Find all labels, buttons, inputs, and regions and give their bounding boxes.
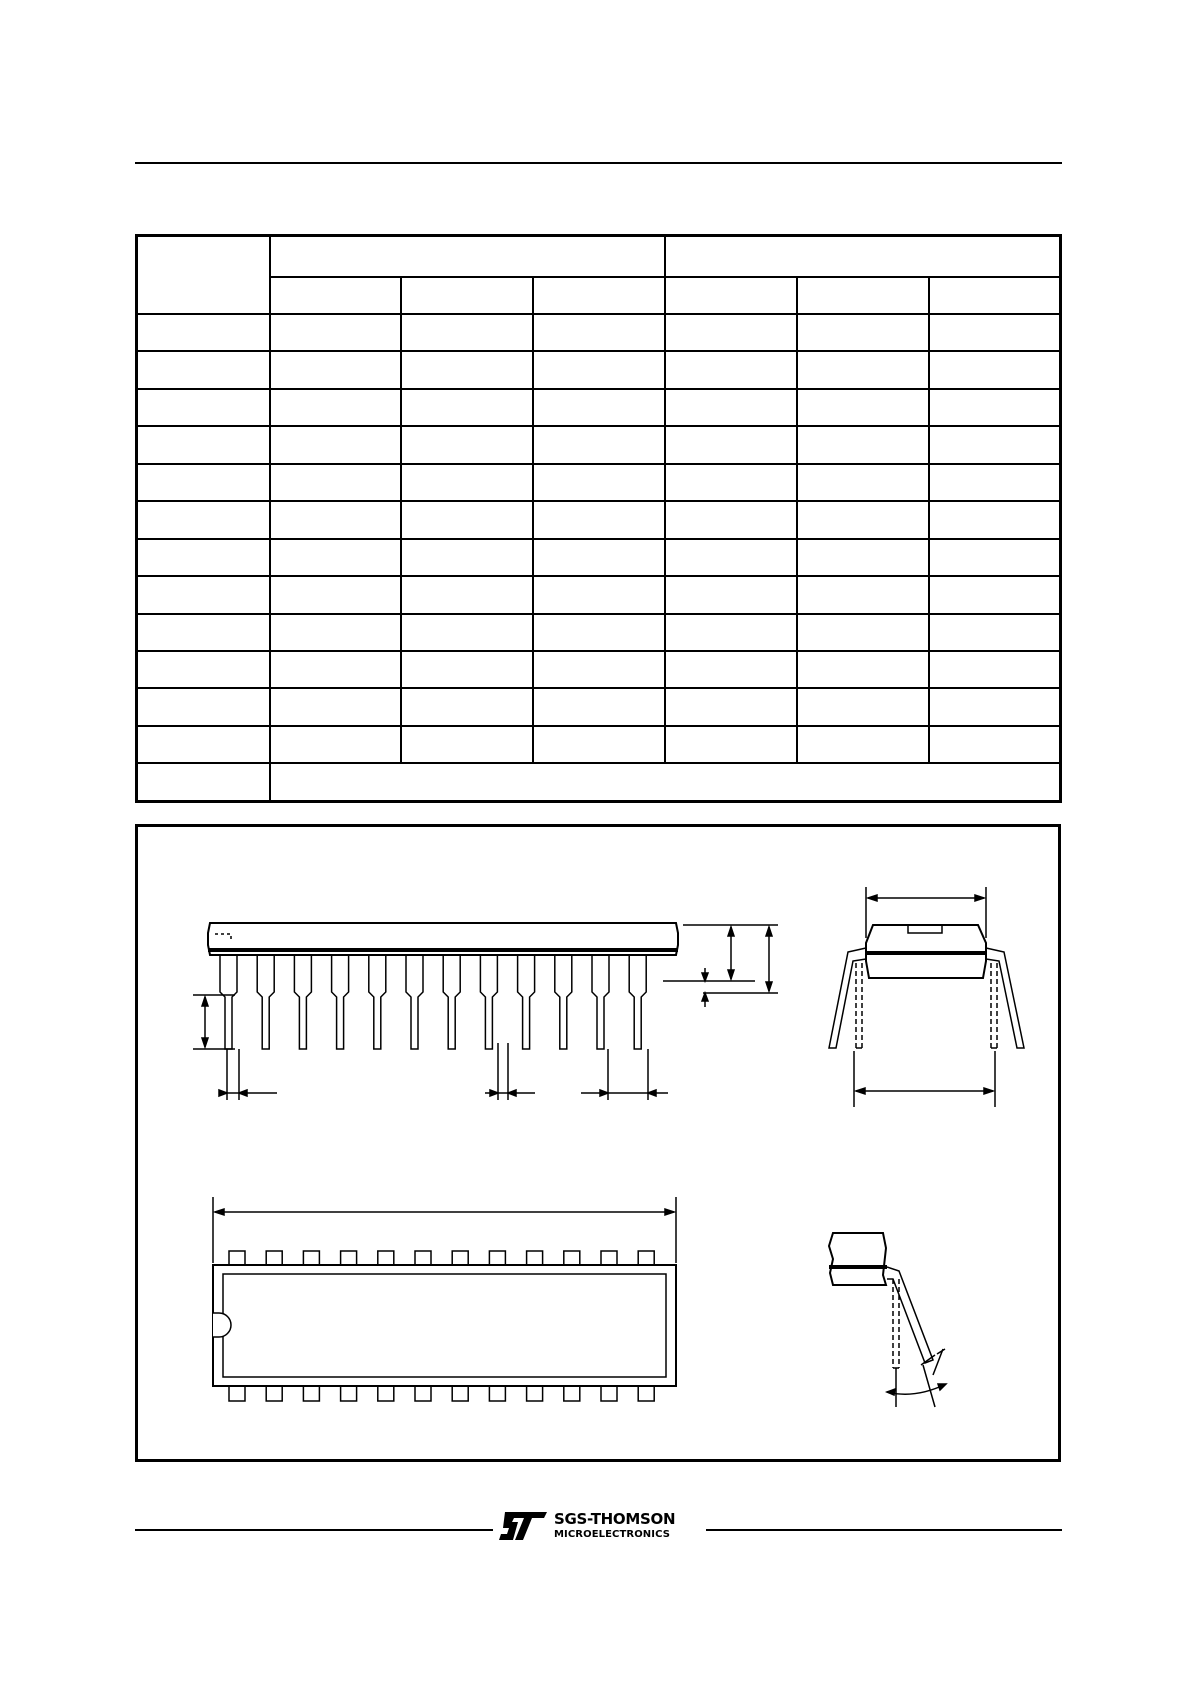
table-cell: [137, 314, 270, 351]
table-cell: [401, 426, 533, 463]
table-row: [137, 501, 1061, 538]
bottom-pin: [378, 1386, 394, 1401]
side-lead: [592, 955, 609, 1049]
table-cell: [929, 351, 1061, 388]
table-cell: [665, 651, 797, 688]
table-cell: [929, 688, 1061, 725]
table-cell: [929, 576, 1061, 613]
table-cell: [665, 351, 797, 388]
footer-rule-right: [706, 1529, 1062, 1531]
table-cell: [137, 426, 270, 463]
lead-detail-view: [829, 1233, 946, 1407]
table-cell: [270, 464, 402, 501]
package-drawing-frame: [135, 824, 1061, 1462]
table-cell: [929, 726, 1061, 763]
top-view-pins-lower: [229, 1386, 654, 1401]
table-cell: [797, 539, 929, 576]
table-row: [137, 688, 1061, 725]
top-pin: [564, 1251, 580, 1265]
bottom-pin: [266, 1386, 282, 1401]
footer-rule-left: [135, 1529, 493, 1531]
table-cell: [401, 314, 533, 351]
dimension-body-height: [663, 925, 778, 1007]
dimension-pitch: [581, 1049, 668, 1100]
table-cell: [665, 501, 797, 538]
top-pin: [303, 1251, 319, 1265]
table-row: [137, 351, 1061, 388]
table-row: [137, 464, 1061, 501]
table-cell: [533, 389, 665, 426]
table-cell: [929, 651, 1061, 688]
table-cell: [270, 539, 402, 576]
table-header-cell: [665, 277, 797, 314]
table-cell: [137, 539, 270, 576]
table-cell: [797, 688, 929, 725]
sgs-thomson-logo: [497, 1508, 707, 1544]
st-logo-icon: [497, 1508, 551, 1544]
lead-detail-body: [829, 1233, 886, 1285]
end-view-left-lead: [829, 948, 866, 1048]
table-cell: [797, 389, 929, 426]
table-cell: [533, 539, 665, 576]
side-lead: [555, 955, 572, 1049]
top-pin: [415, 1251, 431, 1265]
table-cell: [401, 576, 533, 613]
table-cell: [270, 651, 402, 688]
top-pin: [601, 1251, 617, 1265]
table-cell: [929, 464, 1061, 501]
table-cell: [665, 426, 797, 463]
table-cell: [137, 501, 270, 538]
side-lead: [369, 955, 386, 1049]
table-cell: [270, 389, 402, 426]
table-cell: [665, 726, 797, 763]
side-lead: [257, 955, 274, 1049]
table-header-group-row: [137, 236, 1061, 277]
table-cell: [401, 389, 533, 426]
table-cell: [797, 464, 929, 501]
table-cell: [929, 426, 1061, 463]
table-header-cell: [929, 277, 1061, 314]
table-cell: [797, 314, 929, 351]
lead-detail-lead: [887, 1267, 933, 1363]
dimension-lead-length: [193, 995, 235, 1049]
table-cell: [665, 314, 797, 351]
table-header-subrow: [137, 277, 1061, 314]
table-row: [137, 539, 1061, 576]
end-view-notch: [908, 925, 942, 933]
table-cell: [665, 576, 797, 613]
table-cell: [797, 576, 929, 613]
side-lead: [518, 955, 535, 1049]
dimension-table: [135, 234, 1062, 803]
top-pin: [266, 1251, 282, 1265]
bottom-pin: [341, 1386, 357, 1401]
bottom-pin: [564, 1386, 580, 1401]
table-row: [137, 576, 1061, 613]
table-row: [137, 651, 1061, 688]
top-pin: [341, 1251, 357, 1265]
table-cell: [401, 351, 533, 388]
table-cell: [270, 614, 402, 651]
top-pin: [229, 1251, 245, 1265]
table-cell: [401, 464, 533, 501]
table-cell: [533, 614, 665, 651]
top-view-body: [213, 1265, 676, 1386]
side-view-leads: [220, 955, 646, 1049]
table-cell: [137, 763, 270, 801]
table-cell: [533, 501, 665, 538]
table-cell: [533, 314, 665, 351]
table-cell: [797, 426, 929, 463]
top-pin: [527, 1251, 543, 1265]
table-cell: [797, 501, 929, 538]
end-view: [829, 887, 1024, 1107]
table-cell: [929, 539, 1061, 576]
top-pin: [489, 1251, 505, 1265]
top-view-notch: [213, 1313, 231, 1337]
table-cell: [137, 351, 270, 388]
table-header-cell: [401, 277, 533, 314]
table-cell: [137, 688, 270, 725]
table-row: [137, 763, 1061, 801]
side-lead: [629, 955, 646, 1049]
table-cell: [401, 501, 533, 538]
side-lead: [480, 955, 497, 1049]
table-header-cell: [270, 277, 402, 314]
bottom-pin: [638, 1386, 654, 1401]
table-header-group-cell: [270, 236, 665, 277]
bottom-pin: [601, 1386, 617, 1401]
table-cell: [401, 651, 533, 688]
dimension-lead-shoulder: [485, 1043, 535, 1100]
table-cell: [137, 726, 270, 763]
table-cell: [401, 726, 533, 763]
table-cell: [533, 351, 665, 388]
side-lead: [332, 955, 349, 1049]
side-lead: [294, 955, 311, 1049]
table-cell: [533, 688, 665, 725]
table-cell: [929, 314, 1061, 351]
table-cell: [929, 389, 1061, 426]
bottom-pin: [303, 1386, 319, 1401]
logo-brand-subtitle: MICROELECTRONICS: [554, 1529, 671, 1540]
table-cell: [797, 651, 929, 688]
logo-brand-name: SGS-THOMSON: [554, 1510, 676, 1528]
table-cell: [401, 688, 533, 725]
table-cell: [401, 614, 533, 651]
top-pin: [378, 1251, 394, 1265]
table-cell: [270, 314, 402, 351]
package-outline-drawing: [138, 827, 1058, 1459]
top-view: [213, 1197, 676, 1401]
table-header-cell: [797, 277, 929, 314]
table-cell-merged: [270, 763, 1061, 801]
table-cell: [929, 614, 1061, 651]
table-cell: [137, 576, 270, 613]
table-cell: [270, 688, 402, 725]
pin1-marker: [215, 934, 231, 941]
table-cell: [797, 351, 929, 388]
table-cell: [270, 576, 402, 613]
table-cell: [533, 726, 665, 763]
table-cell: [533, 576, 665, 613]
table-cell: [797, 614, 929, 651]
table-cell: [797, 726, 929, 763]
header-rule: [135, 162, 1062, 164]
top-pin: [638, 1251, 654, 1265]
side-lead: [443, 955, 460, 1049]
top-view-pins-upper: [229, 1251, 654, 1265]
side-lead: [220, 955, 237, 1049]
dimension-lead-width: [219, 1049, 277, 1100]
table-cell: [533, 651, 665, 688]
table-cell: [137, 464, 270, 501]
table-cell: [270, 351, 402, 388]
top-view-inner-outline: [223, 1274, 666, 1377]
table-cell: [665, 389, 797, 426]
bottom-pin: [229, 1386, 245, 1401]
table-cell: [665, 688, 797, 725]
table-cell: [137, 614, 270, 651]
table-cell: [929, 501, 1061, 538]
table-cell: [270, 501, 402, 538]
table-cell: [665, 539, 797, 576]
table-cell: [665, 464, 797, 501]
bottom-pin: [452, 1386, 468, 1401]
table-cell: [270, 726, 402, 763]
bottom-pin: [489, 1386, 505, 1401]
table-row: [137, 389, 1061, 426]
side-view: [193, 923, 778, 1100]
table-cell: [137, 651, 270, 688]
table-row: [137, 426, 1061, 463]
table-header-cell: [533, 277, 665, 314]
top-pin: [452, 1251, 468, 1265]
table-header-group-cell: [665, 236, 1061, 277]
table-cell: [401, 539, 533, 576]
table-cell: [533, 464, 665, 501]
table-cell: [665, 614, 797, 651]
table-header-cell: [137, 236, 270, 314]
table-cell: [270, 426, 402, 463]
side-lead: [406, 955, 423, 1049]
table-row: [137, 614, 1061, 651]
table-cell: [137, 389, 270, 426]
table-row: [137, 726, 1061, 763]
table-row: [137, 314, 1061, 351]
table-cell: [533, 426, 665, 463]
bottom-pin: [415, 1386, 431, 1401]
bottom-pin: [527, 1386, 543, 1401]
